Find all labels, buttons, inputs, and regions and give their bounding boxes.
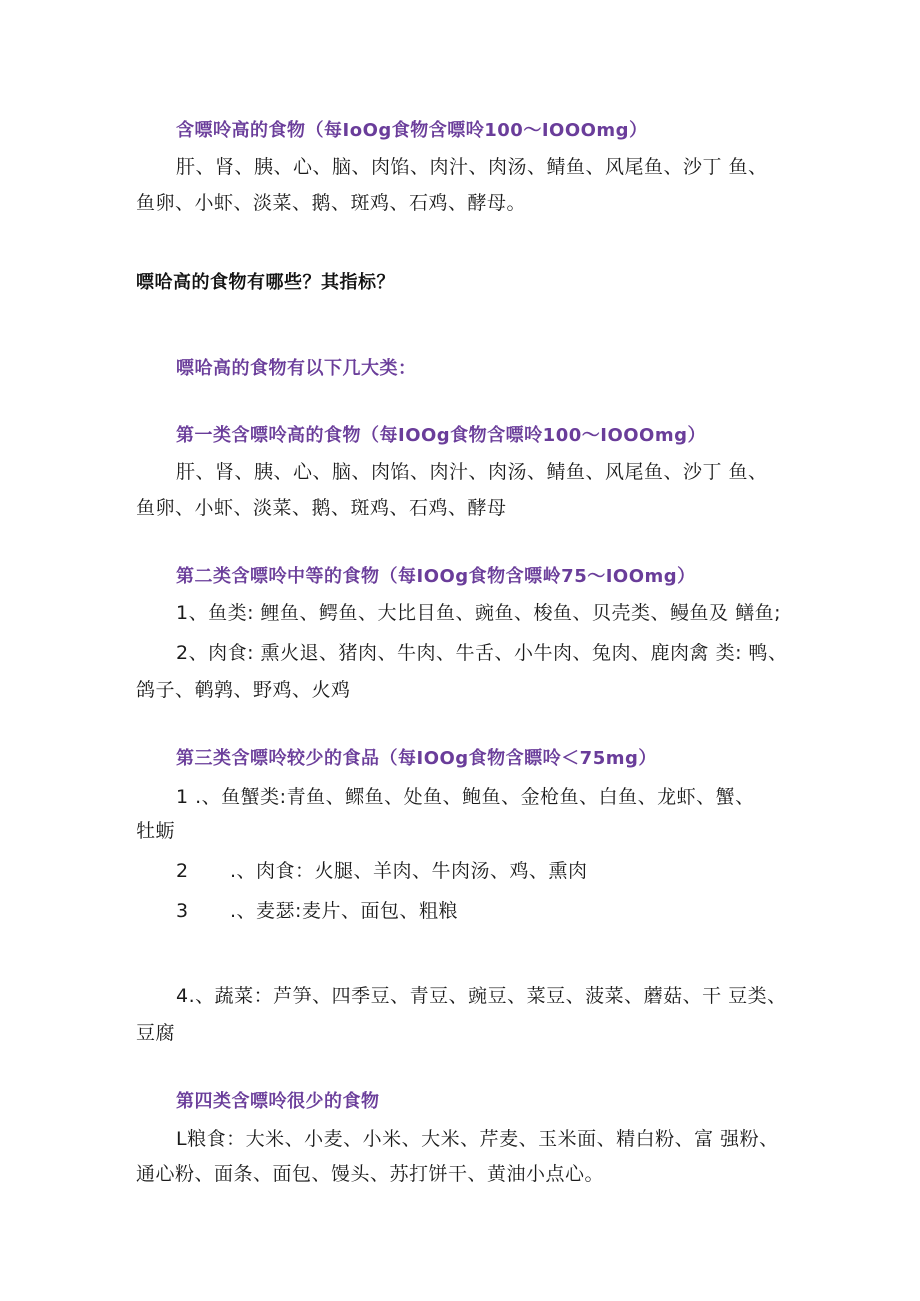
paragraph-line: 豆腐 [136,1022,176,1044]
paragraph-line: 牡蛎 [136,820,176,842]
list-item-number: 2 [176,860,189,882]
list-item: .、麦瑟:麦片、面包、粗粮 [230,900,458,922]
paragraph-line: 通心粉、面条、面包、馒头、苏打饼干、黄油小点心。 [136,1163,605,1185]
class2-heading: 第二类含嘌呤中等的食物（每IOOg食物含嘌岭75～IOOmg） [176,566,696,587]
class1-heading: 第一类含嘌呤高的食物（每IOOg食物含嘌呤100～IOOOmg） [176,425,706,446]
paragraph-line: 1、鱼类: 鲤鱼、鳄鱼、大比目鱼、豌鱼、梭鱼、贝壳类、鳗鱼及 鳝鱼; [176,602,781,624]
paragraph-line: 肝、肾、胰、心、脑、肉馅、肉汁、肉汤、鲭鱼、风尾鱼、沙丁 鱼、 [176,461,768,483]
class3-heading: 第三类含嘌呤较少的食品（每IOOg食物含瞟呤＜75mg） [176,748,657,769]
paragraph-line: 2、肉食: 熏火退、猪肉、牛肉、牛舌、小牛肉、兔肉、鹿肉禽 类: 鸭、 [176,642,788,664]
question-heading: 嘌哈高的食物有哪些？其指标？ [136,272,395,293]
list-item-number: 3 [176,900,189,922]
paragraph-line: 鱼卵、小虾、淡菜、鹅、斑鸡、石鸡、酵母 [136,497,507,519]
section-heading-high-purine: 含嘌呤高的食物（每IoOg食物含嘌呤100～IOOOmg） [176,120,648,141]
list-item: .、肉食：火腿、羊肉、牛肉汤、鸡、熏肉 [230,860,588,882]
paragraph-line: 鸽子、鹌鹑、野鸡、火鸡 [136,679,351,701]
intro-heading: 嘌哈高的食物有以下几大类： [176,358,417,379]
paragraph-line: 肝、肾、胰、心、脑、肉馅、肉汁、肉汤、鲭鱼、风尾鱼、沙丁 鱼、 [176,156,768,178]
paragraph-line: 鱼卵、小虾、淡菜、鹅、斑鸡、石鸡、酵母。 [136,192,527,214]
paragraph-line: L粮食：大米、小麦、小米、大米、芹麦、玉米面、精白粉、富 强粉、 [176,1128,779,1150]
list-item: 4.、蔬菜：芦笋、四季豆、青豆、豌豆、菜豆、菠菜、蘑菇、干 豆类、 [176,985,787,1007]
list-item: 1 .、鱼蟹类:青鱼、鳏鱼、处鱼、鲍鱼、金枪鱼、白鱼、龙虾、蟹、 [176,786,755,808]
class4-heading: 第四类含嘌呤很少的食物 [176,1091,380,1112]
